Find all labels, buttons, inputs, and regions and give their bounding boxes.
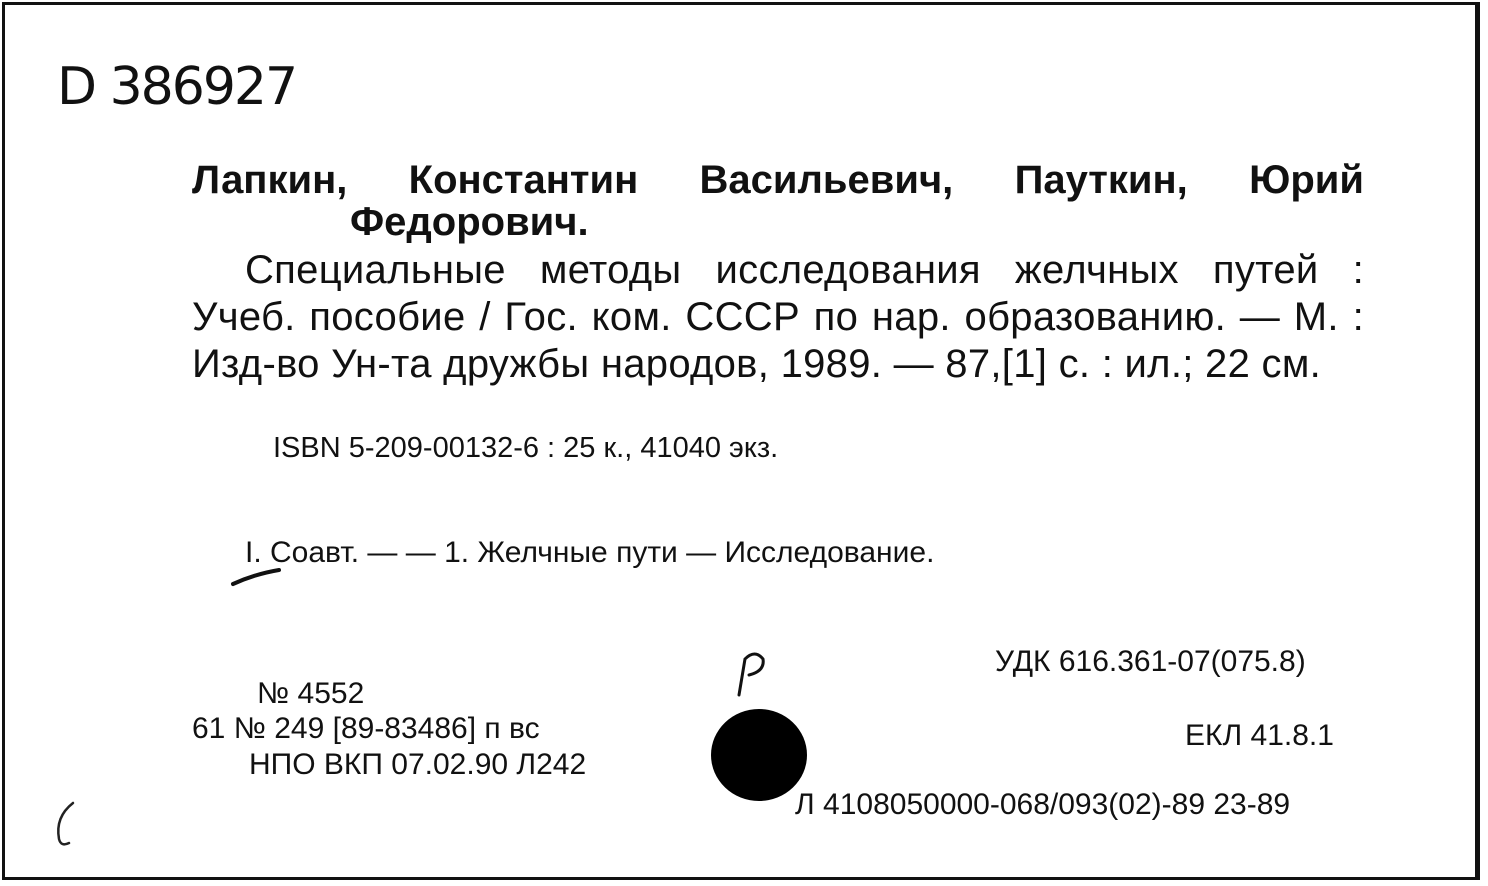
handwritten-mark-icon <box>729 645 789 705</box>
bibliographic-description: Специальные методы исследования желчных путей : Учеб. пособие / Гос. ком. СССР по нар. образованию. — М. : Изд-во Ун-та дружбы народов, 1989. — 87,[1] с. : ил.; 22 см. <box>192 248 1364 386</box>
isbn-line: ISBN 5-209-00132-6 : 25 к., 41040 экз. <box>273 432 779 464</box>
author-word: Лапкин, <box>192 158 348 202</box>
black-dot-icon <box>711 709 807 801</box>
catalog-card <box>2 2 1480 880</box>
order-number: № 4552 <box>257 677 365 710</box>
pen-stroke-icon <box>225 560 285 590</box>
author-word: Константин <box>408 158 639 202</box>
bbk-code: ЕКЛ 41.8.1 <box>1185 719 1334 752</box>
subject-headings: I. Соавт. — — 1. Желчные пути — Исследование. <box>245 536 935 569</box>
authors-continuation: Федорович. <box>350 200 589 244</box>
series-code: Л 4108050000-068/093(02)-89 23-89 <box>795 788 1291 821</box>
udc-code: УДК 616.361-07(075.8) <box>995 645 1306 678</box>
organization-line: НПО ВКП 07.02.90 Л242 <box>249 748 587 781</box>
author-word: Пауткин, <box>1014 158 1188 202</box>
call-number: D 386927 <box>57 57 297 117</box>
record-line: 61 № 249 [89-83486] п вс <box>192 712 540 745</box>
corner-mark-icon <box>45 795 85 855</box>
author-word: Юрий <box>1249 158 1364 202</box>
author-word: Васильевич, <box>699 158 954 202</box>
